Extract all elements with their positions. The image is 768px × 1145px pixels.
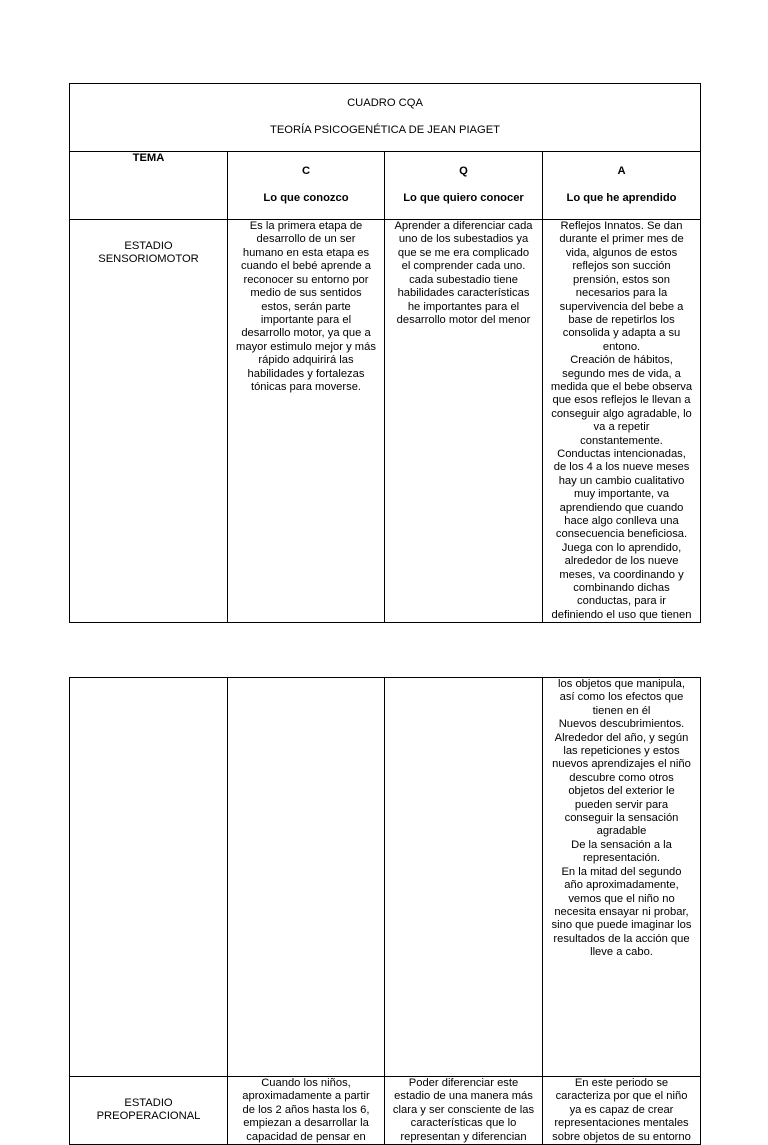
title-line-1: CUADRO CQA bbox=[347, 97, 423, 110]
cqa-table-page-1 bbox=[69, 83, 701, 623]
cell-q-continuation bbox=[385, 678, 543, 1077]
tema-sensoriomotor-label: ESTADIO SENSORIOMOTOR bbox=[98, 240, 199, 266]
cell-q-preoperacional: Poder diferenciar este estadio de una manera más clara y ser consciente de las características que lo representan y diferencian bbox=[385, 1077, 543, 1145]
cell-q-sensoriomotor: Aprender a diferenciar cada uno de los subestadios ya que se me era complicado el comprender cada uno. cada subestadio tiene habilidades características he importantes para el desarrollo motor del menor bbox=[385, 220, 543, 623]
header-a-letter: A bbox=[617, 165, 626, 178]
table-title bbox=[70, 84, 701, 152]
header-tema: TEMA bbox=[70, 152, 228, 220]
header-q-letter: Q bbox=[459, 165, 468, 178]
cell-a-sensoriomotor: Reflejos Innatos. Se dan durante el primer mes de vida, algunos de estos reflejos son succión prensión, estos son necesarios para la supervivencia del bebe a base de repetirlos los consolida y adapta a su entono. Creación de hábitos, segundo mes de vida, a medida que el bebe observa que esos reflejos le llevan a conseguir algo agradable, lo va a repetir constantemente. Conductas intencionadas, de los 4 a los nueve meses hay un cambio cualitativo muy importante, va aprendiendo que cuando hace algo conlleva una consecuencia beneficiosa. Juega con lo aprendido, alrededor de los nueve meses, va coordinando y combinando dichas conductas, para ir definiendo el uso que tienen bbox=[543, 220, 701, 623]
header-c bbox=[228, 152, 385, 220]
cqa-table-page-2 bbox=[69, 677, 701, 1145]
header-c-letter: C bbox=[301, 165, 311, 178]
cell-c-sensoriomotor: Es la primera etapa de desarrollo de un ser humano en esta etapa es cuando el bebé aprende a reconocer su entorno por medio de sus sentidos estos, serán parte importante para el desarrollo motor, ya que a mayor estimulo mejor y más rápido adquirirá las habilidades y fortalezas tónicas para moverse. bbox=[228, 220, 385, 623]
header-q bbox=[385, 152, 543, 220]
tema-continuation bbox=[70, 678, 228, 1077]
tema-sensoriomotor bbox=[70, 220, 228, 623]
cell-a-preoperacional: En este periodo se caracteriza por que el niño ya es capaz de crear representaciones mentales sobre objetos de su entorno bbox=[543, 1077, 701, 1145]
cell-a-continuation: los objetos que manipula, así como los efectos que tienen en él Nuevos descubrimientos. Alrededor del año, y según las repeticiones y estos nuevos aprendizajes el niño descubre como otros objetos del exterior le pueden servir para conseguir la sensación agradable De la sensación a la representación. En la mitad del segundo año aproximadamente, vemos que el niño no necesita ensayar ni probar, sino que puede imaginar los resultados de la acción que lleve a cabo. bbox=[543, 678, 701, 1077]
cell-c-preoperacional: Cuando los niños, aproximadamente a partir de los 2 años hasta los 6, empiezan a desarrollar la capacidad de pensar en bbox=[228, 1077, 385, 1145]
title-line-2: TEORÍA PSICOGENÉTICA DE JEAN PIAGET bbox=[270, 124, 501, 137]
header-a-label: Lo que he aprendido bbox=[566, 192, 677, 205]
tema-preoperacional bbox=[70, 1077, 228, 1145]
header-q-label: Lo que quiero conocer bbox=[403, 192, 524, 205]
tema-preoperacional-label: ESTADIO PREOPERACIONAL bbox=[96, 1097, 201, 1123]
header-a bbox=[543, 152, 701, 220]
header-c-label: Lo que conozco bbox=[263, 192, 349, 205]
cell-c-continuation bbox=[228, 678, 385, 1077]
